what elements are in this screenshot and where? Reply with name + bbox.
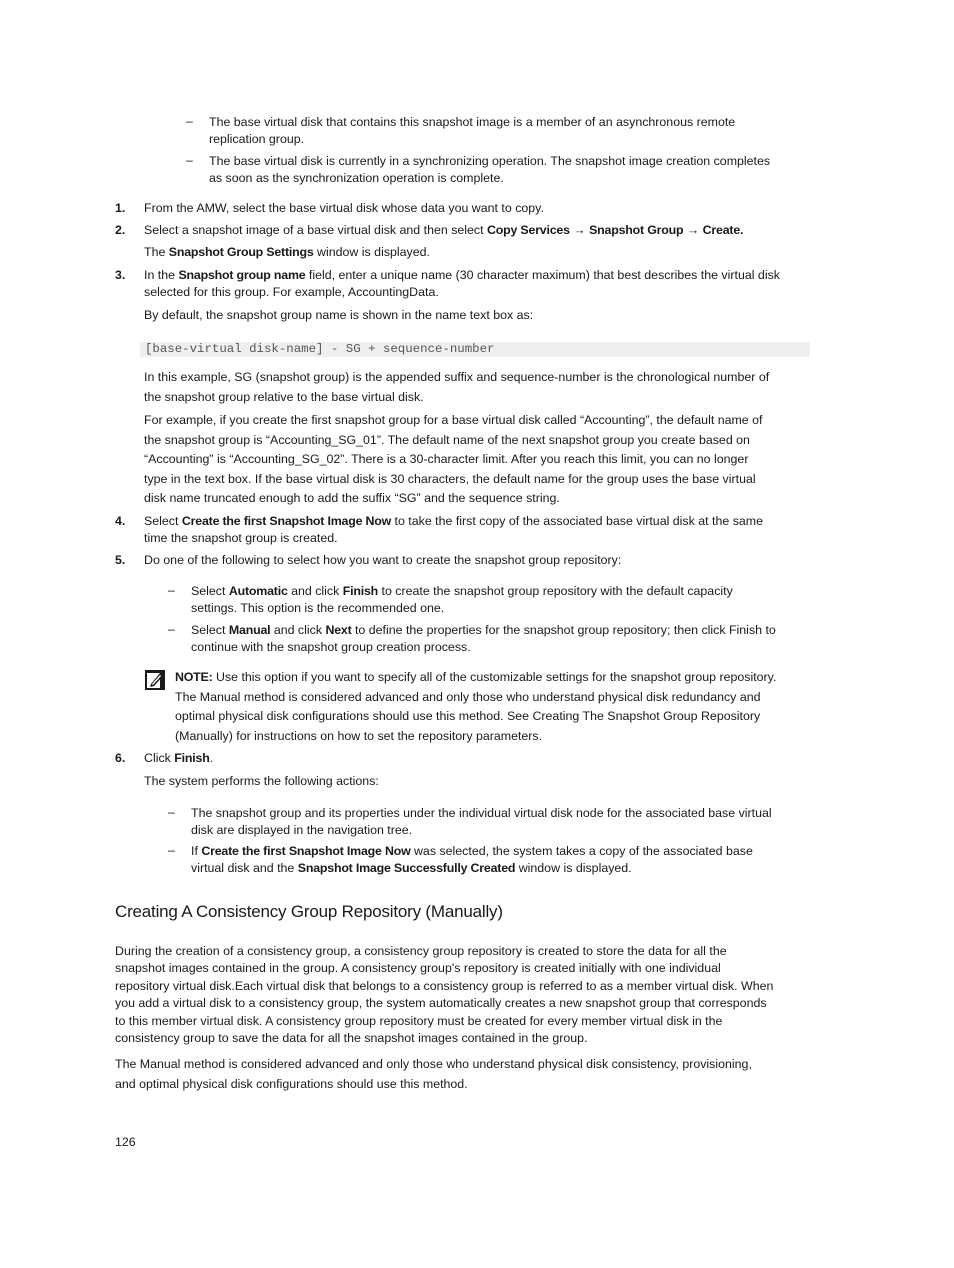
para-line: the snapshot group is “Accounting_SG_01”. The default name of the next snapshot group you create based on: [144, 432, 750, 447]
text-run: to take the first copy of the associated base virtual disk at the same: [391, 514, 764, 528]
bullet-line: continue with the snapshot group creation process.: [191, 639, 471, 654]
text-run: to create the snapshot group repository with the default capacity: [378, 584, 733, 598]
section-heading: Creating A Consistency Group Repository (Manually): [115, 902, 503, 921]
option-manual: Manual: [228, 623, 271, 637]
bullet-line: disk are displayed in the navigation tree.: [191, 822, 413, 837]
step2-text: [144, 222, 743, 239]
text-run: Select a snapshot image of a base virtual disk and then select: [144, 223, 488, 237]
text-run: The: [144, 245, 169, 259]
step3-para3: [144, 368, 769, 407]
bullet-line: as soon as the synchronization operation is complete.: [209, 170, 504, 185]
dash-marker: –: [168, 583, 175, 597]
bullet-line: The base virtual disk that contains this snapshot image is a member of an asynchronous remote: [209, 115, 736, 129]
text-run: Select: [144, 514, 182, 528]
note-pencil-icon: [145, 670, 165, 690]
menu-copy-services: Copy Services: [487, 223, 570, 237]
bullet-line: replication group.: [209, 131, 305, 146]
para-line: you add a virtual disk to a consistency group, the system automatically creates a new snapshot group that corresponds: [115, 996, 767, 1011]
note-line: (Manually) for instructions on how to set the repository parameters.: [175, 728, 543, 743]
text-run: In the: [144, 268, 179, 282]
para-line: disk name truncated enough to add the suffix “SG” and the sequence string.: [144, 491, 560, 505]
para-line: consistency group to save the data for all the snapshot images contained in the group.: [115, 1031, 588, 1046]
bullet-line: [191, 583, 733, 600]
step3-line: [144, 267, 780, 284]
dash-marker: –: [168, 622, 175, 636]
button-name-next: Next: [325, 623, 352, 637]
option-automatic: Automatic: [228, 584, 288, 598]
text-run: virtual disk and the: [191, 860, 298, 875]
para-line: “Accounting” is “Accounting_SG_02”. There is a 30-character limit. After you reach this limit, you can no longer: [144, 452, 749, 466]
para-line: snapshot images contained in the group. A consistency group's repository is created initially with one individual: [115, 961, 721, 976]
button-name-finish: Finish: [174, 751, 210, 765]
bullet-base-disk-sync: [209, 153, 770, 186]
note-line: optimal physical disk configurations should use this method. See Creating The Snapshot Group Repository: [175, 709, 761, 723]
para-line: repository virtual disk.Each virtual disk that belongs to a consistency group is referred to as a member virtual disk. When: [115, 978, 774, 993]
step4-line: [144, 513, 763, 530]
window-name: Snapshot Group Settings: [168, 245, 314, 259]
text-run: and click: [287, 584, 343, 598]
para-line: the snapshot group relative to the base virtual disk.: [144, 389, 424, 404]
text-run: was selected, the system takes a copy of the associated base: [410, 844, 753, 858]
text-run: Select: [191, 623, 229, 637]
step-number: 2.: [115, 223, 126, 237]
para-line: For example, if you create the first snapshot group for a base virtual disk called “Accounting”, the default name of: [144, 413, 763, 427]
window-name: Snapshot Image Successfully Created: [297, 860, 516, 875]
step3-text: [144, 267, 780, 300]
para-line: In this example, SG (snapshot group) is the appended suffix and sequence-number is the chronological number of: [144, 370, 770, 384]
option-name: Create the first Snapshot Image Now: [201, 844, 411, 858]
dash-marker: –: [168, 843, 175, 857]
arrow-separator: →: [569, 223, 590, 237]
para-line: The Manual method is considered advanced and only those who understand physical disk consistency, provisioning,: [115, 1057, 752, 1071]
step3-para2: By default, the snapshot group name is shown in the name text box as:: [144, 308, 534, 322]
dash-marker: –: [168, 805, 175, 819]
bullet-line: The snapshot group and its properties under the individual virtual disk node for the associated base virtual: [191, 806, 772, 820]
step-number: 6.: [115, 751, 126, 765]
bullet-navigation-tree: [191, 805, 772, 838]
field-name: Snapshot group name: [178, 268, 306, 282]
step-number: 5.: [115, 553, 126, 567]
note-line: The Manual method is considered advanced and only those who understand physical disk redundancy and: [175, 689, 761, 704]
step3-line: selected for this group. For example, AccountingData.: [144, 284, 439, 299]
text-run: Select: [191, 584, 229, 598]
note-line: [175, 668, 776, 688]
dash-marker: –: [186, 114, 193, 128]
menu-snapshot-group: Snapshot Group: [589, 223, 684, 237]
code-block: [base-virtual disk-name] - SG + sequence-number: [140, 342, 810, 357]
text-run: window is displayed.: [313, 245, 430, 259]
para-line: type in the text box. If the base virtual disk is 30 characters, the default name for the group uses the base virtual: [144, 471, 756, 486]
page-number: 126: [115, 1135, 136, 1149]
step6-subtext: The system performs the following actions:: [144, 774, 379, 788]
step3-para4: [144, 411, 762, 509]
step-number: 3.: [115, 268, 126, 282]
step1-text: From the AMW, select the base virtual disk whose data you want to copy.: [144, 201, 544, 215]
step4-line: time the snapshot group is created.: [144, 530, 338, 545]
section-para1: [115, 943, 773, 1047]
step2-subtext: [144, 244, 430, 261]
step5-text: Do one of the following to select how you want to create the snapshot group repository:: [144, 553, 622, 567]
para-line: and optimal physical disk configurations should use this method.: [115, 1076, 468, 1091]
text-run: to define the properties for the snapshot group repository; then click Finish to: [351, 623, 776, 637]
bullet-line: [191, 860, 753, 877]
menu-create: Create.: [702, 223, 744, 237]
step4-text: [144, 513, 763, 546]
text-run: .: [209, 751, 214, 765]
text-run: Use this option if you want to specify all of the customizable settings for the snapshot group repository.: [212, 670, 777, 684]
para-line: to this member virtual disk. A consistency group repository must be created for every member virtual disk in the: [115, 1013, 723, 1028]
step-number: 4.: [115, 514, 126, 528]
section-para2: [115, 1055, 752, 1094]
bullet-line: settings. This option is the recommended one.: [191, 600, 445, 615]
bullet-line: [191, 843, 753, 860]
bullet-snapshot-created: [191, 843, 753, 876]
step-number: 1.: [115, 201, 126, 215]
button-name-finish: Finish: [342, 584, 379, 598]
text-run: window is displayed.: [515, 860, 632, 875]
text-run: field, enter a unique name (30 character maximum) that best describes the virtual disk: [305, 268, 780, 282]
note-label: NOTE:: [175, 670, 213, 684]
bullet-line: [191, 622, 776, 639]
para-line: During the creation of a consistency group, a consistency group repository is created to store the data for all the: [115, 944, 727, 958]
bullet-automatic: [191, 583, 733, 616]
text-run: If: [191, 844, 202, 858]
step6-text: [144, 750, 213, 767]
note-block: [175, 668, 776, 746]
bullet-base-disk-async: [209, 114, 735, 147]
bullet-manual: [191, 622, 776, 655]
arrow-separator: →: [683, 223, 703, 237]
text-run: Click: [144, 751, 175, 765]
option-name: Create the first Snapshot Image Now: [181, 514, 392, 528]
text-run: and click: [270, 623, 326, 637]
bullet-line: The base virtual disk is currently in a synchronizing operation. The snapshot image creation completes: [209, 154, 771, 168]
dash-marker: –: [186, 153, 193, 167]
